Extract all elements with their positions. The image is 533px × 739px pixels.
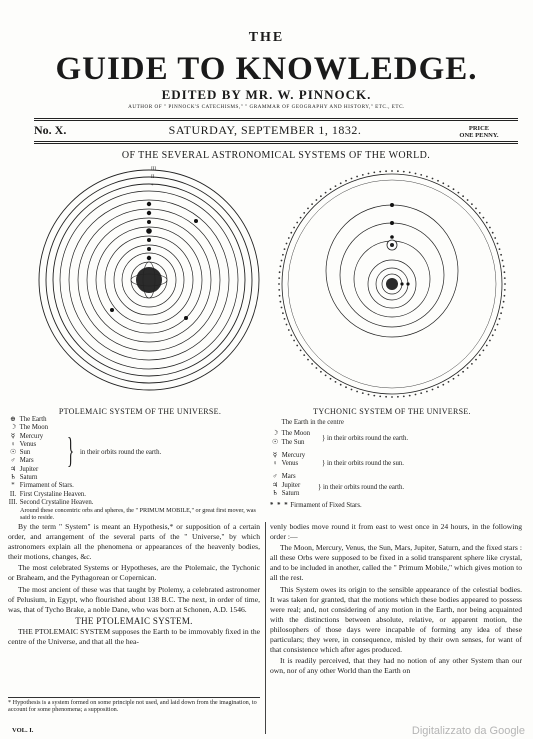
star-dot (504, 295, 506, 297)
legend-row (8, 433, 258, 441)
star-dot (379, 171, 381, 173)
star-dot (356, 176, 358, 178)
star-dot (278, 289, 280, 291)
star-dot (391, 170, 393, 172)
star-dot (486, 345, 488, 347)
tychonic-brace-note-2: } in their orbits round the sun. (322, 460, 404, 467)
star-dot (286, 243, 288, 245)
star-dot (442, 182, 444, 184)
tychonic-earth (387, 240, 397, 250)
star-dot (288, 329, 290, 331)
star-dot (290, 334, 292, 336)
numeral-label: III. (8, 498, 18, 506)
star-dot (458, 192, 460, 194)
ptolemaic-note: Around these concentric orbs and spheres, the " PRIMUM MOBILE," or great first mover, was said to reside. (20, 507, 256, 522)
star-dot (340, 384, 342, 386)
star-dot (340, 182, 342, 184)
legend-label: Mercury (281, 451, 306, 459)
paragraph: This System owes its origin to the sensible appearance of the celestial bodies. It was taken for granted, that the motions which these bodies appeared to possess were real; and, not considering of any motion in the Earth, nor being acquainted with the distinctions between absolute, relative, or apparent motion, the philosophers of those days were incapable of forming any idea of these particulars; they were, in consequence, misled by their own senses, for want of that consistence which after ages produced. (270, 584, 522, 655)
star-dot (286, 324, 288, 326)
paragraph: It is readily perceived, that they had no notion of any other System than our own, nor of any other World than the Earth on (270, 656, 522, 676)
legend-row (8, 466, 258, 474)
star-dot (281, 260, 283, 262)
legend-row (8, 499, 258, 507)
star-dot (409, 172, 411, 174)
saturn-symbol-icon: ♄ (9, 474, 17, 482)
moon-symbol-icon: ☽ (9, 424, 17, 432)
star-dot (320, 195, 322, 197)
moon-symbol-icon: ☽ (271, 430, 279, 438)
star-dot (489, 227, 491, 229)
star-dot (448, 185, 450, 187)
paragraph: The most ancient of these was that taught by Ptolemy, a celebrated astronomer of Pelusium, in Egypt, who flourished about 138 B.C. The next, in order of time, was, that of Tycho Brake, a noble Dane, who was born at Schonen, A.D. 1546. (8, 584, 260, 614)
star-dot (471, 363, 473, 365)
star-dot (492, 232, 494, 234)
jupiter-symbol-icon: ♃ (271, 481, 279, 489)
star-dot (356, 391, 358, 393)
tychonic-brace-note-1: } in their orbits round the earth. (322, 435, 409, 442)
star-dot (345, 180, 347, 182)
legend-label: Venus (281, 460, 299, 468)
star-dot (453, 188, 455, 190)
legend-label: Mercury (19, 432, 44, 440)
legend-label: Sun (19, 449, 31, 457)
venus-symbol-icon: ♀ (10, 440, 16, 448)
star-dot (458, 375, 460, 377)
masthead-the: THE (248, 30, 285, 45)
star-dot (280, 265, 282, 267)
star-dot (483, 217, 485, 219)
star-dot (462, 371, 464, 373)
star-dot (385, 396, 387, 398)
star-dot (426, 176, 428, 178)
star-dot (504, 283, 506, 285)
star-dot (296, 222, 298, 224)
star-dot (279, 271, 281, 273)
star-symbol-icon: * (11, 482, 15, 490)
star-dot (437, 386, 439, 388)
star-dot (303, 354, 305, 356)
star-dot (448, 381, 450, 383)
star-dot (492, 334, 494, 336)
svg-text:II: II (151, 175, 155, 180)
star-dot (330, 378, 332, 380)
ptolemaic-planet-markers (110, 202, 198, 320)
star-dot (499, 318, 501, 320)
star-dot (462, 195, 464, 197)
star-dot (503, 301, 505, 303)
star-dot (284, 318, 286, 320)
star-dot (497, 243, 499, 245)
jupiter-symbol-icon: ♃ (9, 465, 17, 473)
star-dot (503, 265, 505, 267)
legend-label: Second Crystaline Heaven. (19, 498, 94, 506)
legend-row (8, 424, 258, 432)
legend-row (270, 490, 520, 498)
star-dot (282, 254, 284, 256)
star-dot (475, 208, 477, 210)
star-dot (320, 371, 322, 373)
star-dot (293, 227, 295, 229)
header-rule-top (34, 118, 518, 121)
star-dot (471, 203, 473, 205)
star-dot (351, 178, 353, 180)
star-dot (307, 208, 309, 210)
legend-label: Saturn (19, 474, 38, 482)
legend-label: Saturn (281, 490, 300, 498)
star-dot (368, 394, 370, 396)
star-dot (494, 329, 496, 331)
issue-date: SATURDAY, SEPTEMBER 1, 1832. (168, 123, 362, 137)
legend-label: The Sun (281, 438, 305, 446)
footnote: * Hypothesis is a system formed on some principle not used, and laid down from the imagination, to account for some phenomena; a supposition. (8, 699, 257, 714)
star-dot (497, 324, 499, 326)
star-dot (373, 172, 375, 174)
star-dot (288, 237, 290, 239)
paragraph: By the term " System" is meant an Hypothesis,* or supposition of a certain order, and arrangement of the several parts of the " Universe," by which astronomers explain all the phenomena or appearances of the heavenly bodies, their motions, changes, &c. (8, 522, 260, 562)
legend-label: The Earth (19, 416, 47, 423)
star-dot (279, 295, 281, 297)
star-dot (284, 248, 286, 250)
mars-symbol-icon: ♂ (10, 457, 16, 465)
star-dot (475, 359, 477, 361)
star-dot (307, 359, 309, 361)
star-dot (351, 389, 353, 391)
digitization-watermark: Digitalizzato da Google (411, 725, 525, 737)
price-label: PRICE (468, 125, 490, 132)
numeral-label: II. (9, 490, 17, 498)
mercury-symbol-icon: ☿ (10, 432, 16, 440)
paragraph: venly bodies move round it from east to west once in 24 hours, in the following order :— (270, 522, 522, 542)
ptolemaic-legend (8, 416, 258, 521)
star-dot (330, 188, 332, 190)
star-dot (325, 192, 327, 194)
issue-number: No. X. (34, 123, 67, 137)
star-dot (415, 394, 417, 396)
star-dot (467, 367, 469, 369)
tychonic-diagram (272, 163, 512, 405)
star-dot (335, 185, 337, 187)
saturn-symbol-icon: ♄ (271, 490, 279, 498)
legend-row (8, 457, 258, 465)
legend-row (8, 482, 258, 490)
star-dot (403, 396, 405, 398)
legend-intro: The Earth in the centre (281, 419, 344, 426)
legend-row (8, 491, 258, 499)
legend-label: First Crystaline Heaven. (19, 490, 86, 498)
paragraph: The Moon, Mercury, Venus, the Sun, Mars, Jupiter, Saturn, and the fixed stars : all these Orbs were supposed to be fixed in a solid transparent sphere like crystal, and to be included in another, called the " Primum Mobile," which gives motion to all the rest. (270, 543, 522, 583)
star-dot (483, 350, 485, 352)
section-title: OF THE SEVERAL ASTRONOMICAL SYSTEMS OF THE WORLD. (121, 150, 431, 161)
star-dot (502, 260, 504, 262)
svg-text:III: III (151, 167, 156, 172)
star-dot (311, 363, 313, 365)
star-dot (316, 367, 318, 369)
svg-text:*: * (151, 184, 154, 189)
legend-label: Firmament of Fixed Stars. (290, 502, 362, 510)
price-value: ONE PENNY. (459, 132, 499, 139)
right-column (270, 522, 522, 677)
star-dot (397, 396, 399, 398)
left-column (8, 522, 260, 648)
ptolemaic-diagram (36, 160, 262, 404)
star-dot (437, 180, 439, 182)
column-divider (265, 522, 266, 734)
ptolemaic-numerals (151, 167, 156, 189)
star-dot (403, 171, 405, 173)
legend-label: Venus (19, 440, 37, 448)
legend-label: The Moon (281, 430, 311, 438)
star-dot (489, 340, 491, 342)
star-dot (293, 340, 295, 342)
mars-symbol-icon: ♂ (272, 473, 278, 481)
star-dot (409, 395, 411, 397)
editor-line: EDITED BY MR. W. PINNOCK. (161, 87, 372, 102)
tychonic-sun (386, 278, 398, 290)
legend-row (8, 474, 258, 482)
author-line: AUTHOR OF " PINNOCK'S CATECHISMS," " GRAMMAR OF GEOGRAPHY AND HISTORY," ETC., ETC. (128, 104, 405, 110)
star-dot (500, 312, 502, 314)
star-dot (300, 350, 302, 352)
sun-symbol-icon: ☉ (9, 449, 17, 457)
star-dot (368, 173, 370, 175)
star-dot (420, 174, 422, 176)
footnote-rule (8, 697, 260, 698)
legend-label: Jupiter (281, 481, 301, 489)
signature-mark: VOL. I. (12, 727, 34, 734)
star-dot (290, 232, 292, 234)
star-dot (303, 212, 305, 214)
star-dot (467, 199, 469, 201)
earth-symbol-icon: ⊕ (10, 416, 16, 423)
star-dot (385, 170, 387, 172)
star-dot (494, 237, 496, 239)
star-dot (502, 307, 504, 309)
star-dot (415, 173, 417, 175)
legend-row (270, 452, 520, 460)
star-dot (499, 248, 501, 250)
star-dot (500, 254, 502, 256)
paragraph: THE PTOLEMAIC SYSTEM supposes the Earth to be immovably fixed in the centre of the Universe, and that all the hea- (8, 626, 260, 647)
masthead-title: GUIDE TO KNOWLEDGE. (55, 51, 478, 87)
star-dot (362, 174, 364, 176)
legend-label: The Moon (19, 424, 49, 432)
legend-row (270, 473, 520, 481)
ptolemaic-earth (131, 262, 167, 298)
tychonic-caption: TYCHONIC SYSTEM OF THE UNIVERSE. (313, 407, 471, 416)
star-dot (282, 312, 284, 314)
ptolemaic-caption: PTOLEMAIC SYSTEM OF THE UNIVERSE. (58, 407, 222, 416)
star-dot (432, 178, 434, 180)
star-dot (325, 375, 327, 377)
legend-label: Mars (281, 473, 296, 481)
star-dot (311, 203, 313, 205)
sun-symbol-icon: ☉ (271, 438, 279, 446)
star-dot (316, 199, 318, 201)
star-dot (479, 354, 481, 356)
venus-symbol-icon: ♀ (272, 460, 278, 468)
legend-label: Firmament of Stars. (19, 482, 74, 490)
star-dot (280, 301, 282, 303)
star-dot (504, 289, 506, 291)
star-dot (453, 378, 455, 380)
price-box (438, 125, 520, 139)
legend-label: Mars (19, 457, 34, 465)
star-dot (426, 391, 428, 393)
star-dot (296, 345, 298, 347)
star-dot (335, 381, 337, 383)
star-dot (281, 307, 283, 309)
star-dot (397, 170, 399, 172)
legend-row (270, 502, 520, 510)
tychonic-brace-note-3: } in their orbits round the earth. (318, 484, 405, 491)
star-dot (278, 277, 280, 279)
ptolemaic-brace-note: in their orbits round the earth. (80, 449, 162, 456)
header-rule-bottom (34, 141, 518, 144)
star-dot (504, 277, 506, 279)
star-dot (345, 386, 347, 388)
star-dot (486, 222, 488, 224)
star-dot (504, 271, 506, 273)
brace-icon: } (67, 430, 75, 470)
mercury-symbol-icon: ☿ (272, 451, 278, 459)
star-dot (362, 392, 364, 394)
legend-label: Jupiter (19, 465, 39, 473)
star-dot (379, 396, 381, 398)
star-dot (373, 395, 375, 397)
stars-symbol-icon: * * * (270, 502, 289, 510)
star-dot (391, 396, 393, 398)
star-dot (420, 392, 422, 394)
star-dot (278, 283, 280, 285)
paragraph: The most celebrated Systems or Hypotheses, are the Ptolemaic, the Tychonic or Braheam, and the Pythagorean or Copernican. (8, 563, 260, 583)
star-dot (432, 389, 434, 391)
star-dot (442, 384, 444, 386)
section-heading: THE PTOLEMAIC SYSTEM. (75, 615, 193, 626)
star-dot (479, 212, 481, 214)
star-dot (300, 217, 302, 219)
legend-row (8, 441, 258, 449)
